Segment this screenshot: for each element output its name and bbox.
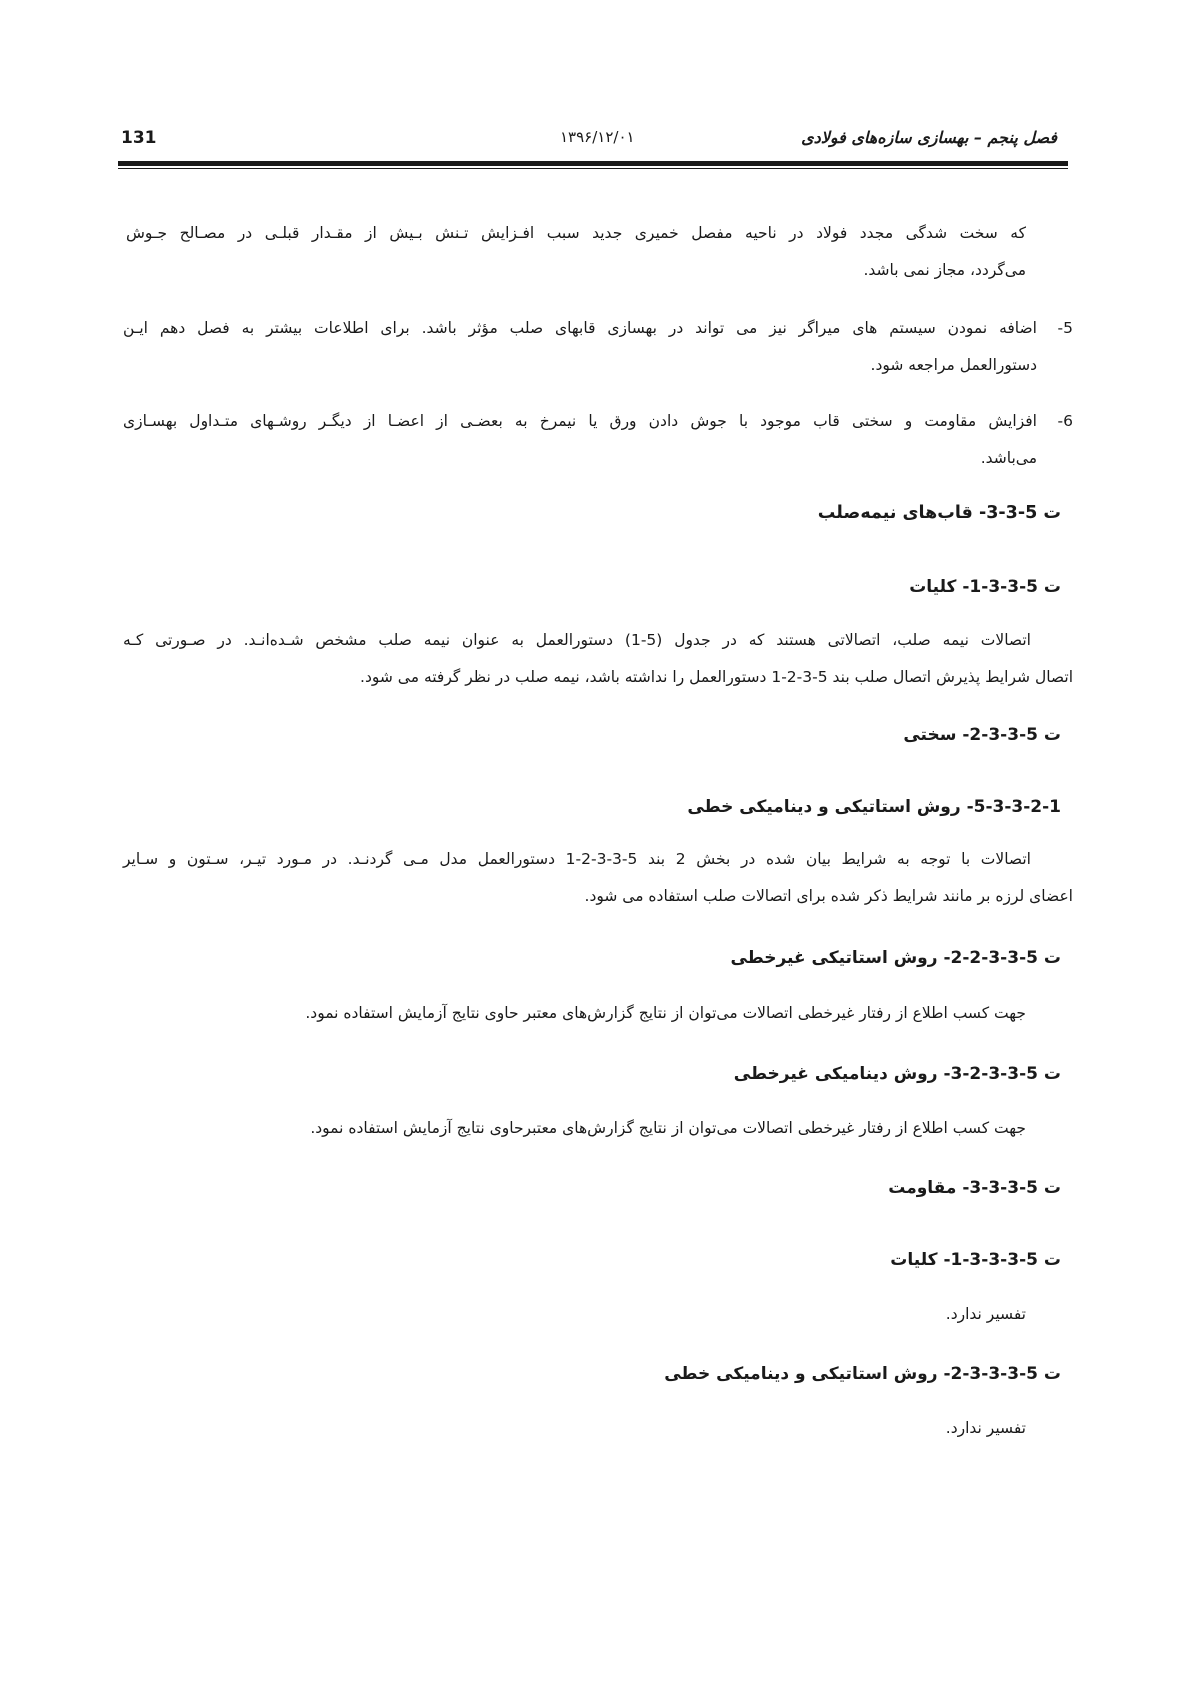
paragraph-line: اتصالات با توجه به شرایط بیان شده در بخش 2 بند 5-3-3-2-1 دستورالعمل مدل مـی گردنـد. در مـورد تیـر، سـتون و سـایر [123,850,1031,868]
page-number: 131 [121,128,157,148]
list-item-line: می‌باشد. [980,449,1037,467]
paragraph: تفسیر ندارد. [945,1419,1026,1437]
list-item-5 [123,310,1073,384]
header-rule-thin [118,168,1068,169]
header-rule-thick [118,161,1068,166]
list-item-6 [123,403,1073,477]
list-item-number: -6 [1057,412,1073,430]
list-item-number: -5 [1057,319,1073,337]
paragraph-line: اتصالات نیمه صلب، اتصالاتی هستند که در جدول (5-1) دستورالعمل به عنوان نیمه صلب مشخص شـده‌انـد. در صـورتی کـه [123,631,1031,649]
subsection-heading: ت 5-3-3-3-2- روش استاتیکی و دینامیکی خطی [664,1364,1061,1384]
list-item-line: اضافه نمودن سیستم های میراگر نیز می تواند در بهسازی قابهای صلب مؤثر باشد. برای اطلاعات بیشتر به فصل دهم ایـن [123,319,1037,337]
paragraph: جهت کسب اطلاع از رفتار غیرخطی اتصالات می‌توان از نتایج گزارش‌های معتبرحاوی نتایج آزمایش استفاده نمود. [310,1119,1026,1137]
subsection-heading: 5-3-3-2-1- روش استاتیکی و دینامیکی خطی [687,797,1061,817]
paragraph-line: می‌گردد، مجاز نمی باشد. [863,261,1026,279]
subsection-heading: ت 5-3-3-2- سختی [903,725,1061,745]
paragraph-line: اعضای لرزه بر مانند شرایط ذکر شده برای اتصالات صلب استفاده می شود. [584,887,1073,905]
subsection-heading: ت 5-3-3-3- مقاومت [888,1178,1061,1198]
paragraph [123,622,1073,696]
section-heading: ت 5-3-3- قاب‌های نیمه‌صلب [817,503,1061,523]
paragraph [123,841,1073,915]
subsection-heading: ت 5-3-3-3-1- کلیات [890,1250,1061,1270]
subsection-heading: ت 5-3-3-2-3- روش دینامیکی غیرخطی [733,1064,1061,1084]
paragraph-line: که سخت شدگی مجدد فولاد در ناحیه مفصل خمیری جدید سبب افـزایش تـنش بـیش از مقـدار قبلـی در مصـالح جـوش [126,224,1026,242]
paragraph: تفسیر ندارد. [945,1305,1026,1323]
paragraph-continuation [126,215,1026,289]
subsection-heading: ت 5-3-3-1- کلیات [909,577,1061,597]
list-item-line: افزایش مقاومت و سختی قاب موجود با جوش دادن ورق یا نیمرخ به بعضـی از اعضـا از دیگـر روشـهای متـداول بهسـازی [123,412,1037,430]
list-item-line: دستورالعمل مراجعه شود. [870,356,1037,374]
header-chapter-title: فصل پنجم – بهسازی سازه‌های فولادی [801,128,1057,147]
paragraph: جهت کسب اطلاع از رفتار غیرخطی اتصالات می‌توان از نتایج گزارش‌های معتبر حاوی نتایج آزمایش استفاده نمود. [305,1004,1026,1022]
paragraph-line: اتصال شرایط پذیرش اتصال صلب بند 5-3-2-1 دستورالعمل را نداشته باشد، نیمه صلب در نظر گرفته می شود. [360,668,1073,686]
subsection-heading: ت 5-3-3-2-2- روش استاتیکی غیرخطی [730,948,1061,968]
header-date: ۱۳۹۶/۱۲/۰۱ [560,128,635,146]
